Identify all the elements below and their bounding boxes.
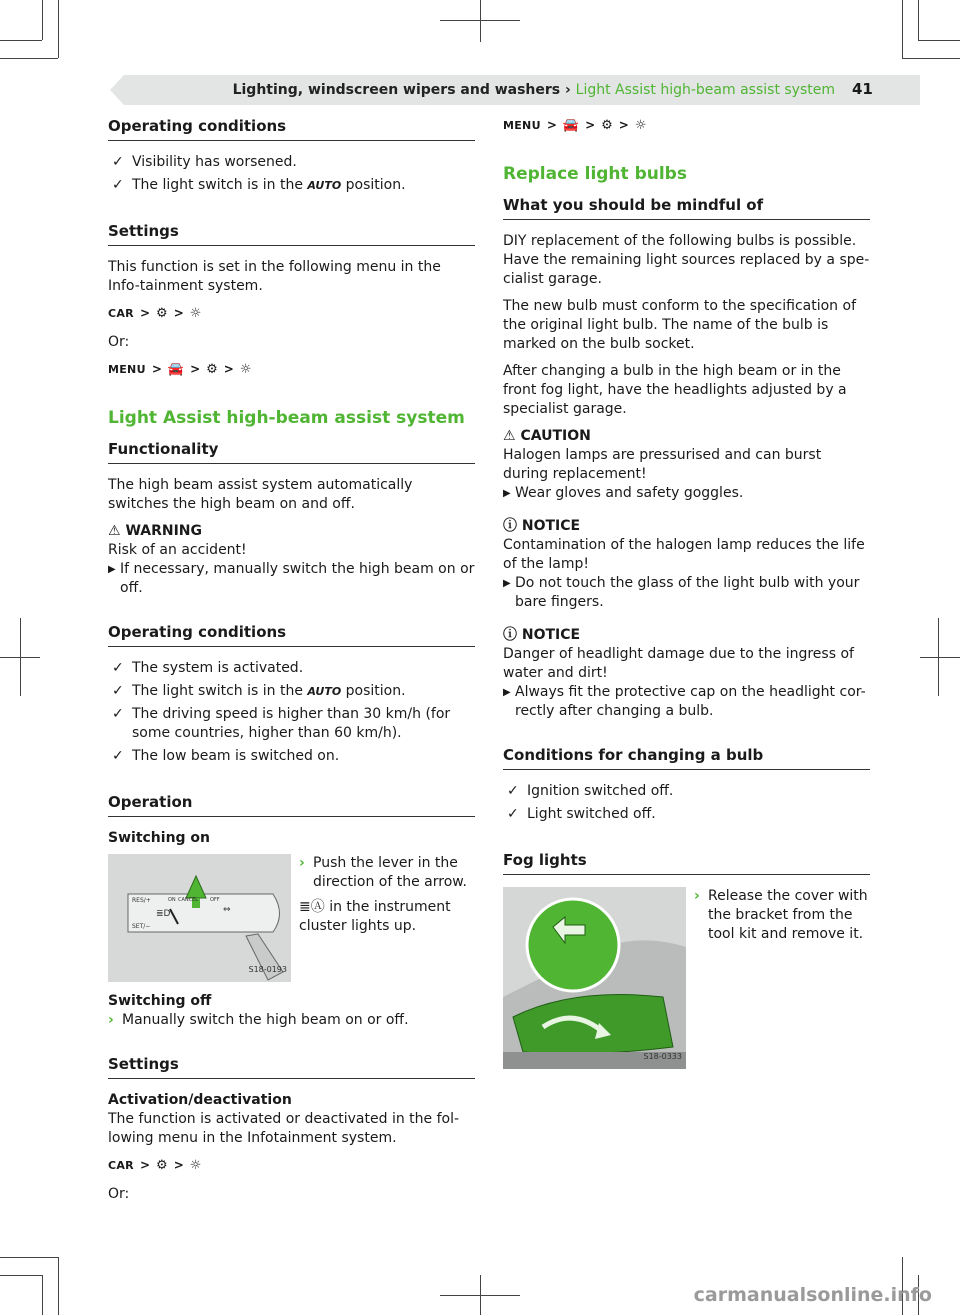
lever-label: RES/+ bbox=[132, 897, 151, 904]
path-separator: > bbox=[618, 118, 629, 132]
car-key-icon: CAR bbox=[108, 1159, 134, 1172]
gears-icon: ⚙ bbox=[156, 306, 168, 321]
crop-mark bbox=[918, 0, 919, 40]
path-separator: > bbox=[190, 362, 201, 376]
watermark: carmanualsonline.info bbox=[693, 1284, 932, 1306]
paragraph: The function is activated or deactivated in the fol-lowing menu in the Infotainment system. bbox=[108, 1111, 460, 1146]
menu-key-icon: MENU bbox=[108, 363, 146, 376]
figure-row bbox=[108, 854, 475, 982]
warning-item: ▶ If necessary, manually switch the high beam on or off. bbox=[108, 561, 475, 596]
list-item: ✓ Visibility has worsened. bbox=[112, 154, 297, 170]
crop-mark bbox=[42, 1275, 43, 1315]
path-separator: > bbox=[151, 362, 162, 376]
crop-mark bbox=[440, 20, 520, 21]
condition-list bbox=[108, 659, 475, 766]
lever-label: OFF bbox=[210, 897, 220, 903]
car-icon: 🚘 bbox=[562, 118, 580, 133]
auto-icon: AUTO bbox=[307, 685, 342, 698]
crop-mark bbox=[0, 1257, 58, 1258]
breadcrumb-separator: › bbox=[565, 82, 571, 98]
step: › Release the cover with the bracket from the tool kit and remove it. bbox=[694, 888, 868, 942]
high-beam-icon: ≣D bbox=[156, 909, 171, 919]
crop-mark bbox=[58, 1257, 59, 1315]
crop-mark bbox=[42, 0, 43, 40]
notice-title: ⓘ NOTICE bbox=[503, 627, 581, 643]
notice-title: ⓘ NOTICE bbox=[503, 518, 581, 534]
path-separator: > bbox=[173, 306, 184, 320]
path-separator: > bbox=[546, 118, 557, 132]
triangle-bullet-icon: ▶ bbox=[503, 687, 511, 698]
menu-path bbox=[108, 1156, 475, 1175]
condition-list bbox=[108, 153, 475, 195]
figure-text bbox=[694, 887, 870, 1069]
path-separator: > bbox=[139, 306, 151, 320]
paragraph: Or: bbox=[108, 1186, 130, 1202]
crop-mark bbox=[902, 58, 960, 59]
path-separator: > bbox=[139, 1158, 151, 1172]
menu-path bbox=[503, 116, 870, 135]
notice-item: ▶ Do not touch the glass of the light bulb with your bare fingers. bbox=[503, 575, 860, 610]
caution-icon: ⚠ bbox=[503, 428, 516, 444]
menu-path bbox=[108, 360, 475, 379]
chevron-icon: › bbox=[108, 1012, 114, 1028]
section-title: Settings bbox=[108, 1054, 475, 1079]
subheading: Activation/deactivation bbox=[108, 1092, 292, 1108]
crop-mark bbox=[20, 618, 21, 696]
chapter-title: Replace light bulbs bbox=[503, 164, 687, 184]
menu-key-icon: MENU bbox=[503, 119, 541, 132]
car-icon: 🚘 bbox=[167, 362, 185, 377]
notice-icon: ⓘ bbox=[503, 627, 517, 643]
breadcrumb-chapter: Lighting, windscreen wipers and washers bbox=[232, 82, 561, 98]
check-icon: ✓ bbox=[112, 660, 124, 676]
step: › Manually switch the high beam on or off. bbox=[108, 1012, 409, 1028]
lever-label: CANCEL bbox=[178, 897, 199, 903]
crop-mark bbox=[938, 618, 939, 696]
section-title: Operating conditions bbox=[108, 622, 475, 647]
paragraph: ≣Ⓐ in the instrument cluster lights up. bbox=[299, 899, 451, 934]
notice-icon: ⓘ bbox=[503, 518, 517, 534]
gears-icon: ⚙ bbox=[601, 118, 613, 133]
list-item: ✓ The driving speed is higher than 30 km/h (for some countries, higher than 60 km/h). bbox=[112, 706, 451, 741]
crop-mark bbox=[0, 1275, 42, 1276]
section-title: Operating conditions bbox=[108, 116, 475, 141]
section-title: Fog lights bbox=[503, 850, 870, 875]
paragraph: After changing a bulb in the high beam or in the front fog light, have the headlights adjusted by a specialist garage. bbox=[503, 363, 847, 417]
sun-icon: ☼ bbox=[634, 118, 647, 133]
check-icon: ✓ bbox=[112, 706, 124, 722]
menu-path bbox=[108, 304, 475, 323]
warning-text: Risk of an accident! bbox=[108, 542, 247, 558]
left-column bbox=[108, 116, 475, 1212]
check-icon: ✓ bbox=[112, 683, 124, 699]
list-item: ✓ Ignition switched off. bbox=[507, 783, 674, 799]
paragraph: The new bulb must conform to the specification of the original light bulb. The name of the bulb is marked on the bulb socket. bbox=[503, 298, 857, 352]
section-title: Operation bbox=[108, 792, 475, 817]
chevron-icon: › bbox=[299, 855, 305, 871]
section-title: What you should be mindful of bbox=[503, 195, 870, 220]
figure-row bbox=[503, 887, 870, 1069]
crop-mark bbox=[440, 1295, 520, 1296]
crop-mark bbox=[902, 0, 903, 58]
crop-mark bbox=[0, 58, 58, 59]
crop-mark bbox=[920, 657, 960, 658]
condition-list bbox=[503, 782, 870, 824]
figure-label: S18-0193 bbox=[248, 965, 287, 974]
path-separator: > bbox=[223, 362, 234, 376]
warning-icon: ⚠ bbox=[108, 523, 121, 539]
warning-title: ⚠ WARNING bbox=[108, 523, 202, 539]
auto-icon: AUTO bbox=[307, 179, 342, 192]
check-icon: ✓ bbox=[112, 748, 124, 764]
list-item: ✓ Light switched off. bbox=[507, 806, 656, 822]
chapter-title: Light Assist high-beam assist system bbox=[108, 408, 465, 428]
step: › Push the lever in the direction of the arrow. bbox=[299, 855, 467, 890]
list-item: ✓ The light switch is in the AUTO position. bbox=[112, 177, 406, 193]
lever-figure bbox=[108, 854, 291, 982]
check-icon: ✓ bbox=[507, 783, 519, 799]
list-item: ✓ The system is activated. bbox=[112, 660, 304, 676]
page-number: 41 bbox=[852, 80, 873, 98]
crop-mark bbox=[0, 40, 42, 41]
paragraph: This function is set in the following menu in the Info-tainment system. bbox=[108, 259, 441, 294]
section-title: Functionality bbox=[108, 439, 475, 464]
notice-text: Danger of headlight damage due to the ingress of water and dirt! bbox=[503, 646, 854, 681]
chevron-icon: › bbox=[694, 888, 700, 904]
figure-label: S18-0333 bbox=[643, 1052, 682, 1061]
triangle-bullet-icon: ▶ bbox=[503, 578, 511, 589]
fog-light-illustration bbox=[503, 887, 686, 1069]
notice-text: Contamination of the halogen lamp reduces the life of the lamp! bbox=[503, 537, 865, 572]
sun-icon: ☼ bbox=[239, 362, 252, 377]
check-icon: ✓ bbox=[507, 806, 519, 822]
figure-text bbox=[299, 854, 475, 982]
path-separator: > bbox=[173, 1158, 184, 1172]
paragraph: DIY replacement of the following bulbs is possible. Have the remaining light sources replaced by a spe-cialist garage. bbox=[503, 233, 870, 287]
caution-text: Halogen lamps are pressurised and can burst during replacement! bbox=[503, 447, 822, 482]
section-title: Conditions for changing a bulb bbox=[503, 745, 870, 770]
crop-mark bbox=[58, 0, 59, 58]
breadcrumb-current: Light Assist high-beam assist system bbox=[575, 82, 835, 98]
fog-light-figure bbox=[503, 887, 686, 1069]
crop-mark bbox=[918, 40, 960, 41]
list-item: ✓ The low beam is switched on. bbox=[112, 748, 340, 764]
check-icon: ✓ bbox=[112, 177, 124, 193]
breadcrumb bbox=[233, 81, 835, 100]
paragraph: Or: bbox=[108, 334, 130, 350]
triangle-bullet-icon: ▶ bbox=[108, 564, 116, 575]
path-separator: > bbox=[585, 118, 596, 132]
gears-icon: ⚙ bbox=[156, 1158, 168, 1173]
lever-label: ON bbox=[168, 897, 176, 903]
subheading: Switching on bbox=[108, 830, 211, 846]
gears-icon: ⚙ bbox=[206, 362, 218, 377]
triangle-bullet-icon: ▶ bbox=[503, 488, 511, 499]
sun-icon: ☼ bbox=[189, 1158, 202, 1173]
car-key-icon: CAR bbox=[108, 307, 134, 320]
caution-title: ⚠ CAUTION bbox=[503, 428, 591, 444]
right-column bbox=[503, 116, 870, 1079]
check-icon: ✓ bbox=[112, 154, 124, 170]
caution-item: ▶ Wear gloves and safety goggles. bbox=[503, 485, 744, 501]
list-item: ✓ The light switch is in the AUTO position. bbox=[112, 683, 406, 699]
notice-item: ▶ Always fit the protective cap on the headlight cor-rectly after changing a bulb. bbox=[503, 684, 866, 719]
subheading: Switching off bbox=[108, 993, 212, 1009]
flash-icon: ⇔ bbox=[223, 905, 231, 915]
paragraph: The high beam assist system automatically switches the high beam on and off. bbox=[108, 477, 413, 512]
high-beam-assist-icon: ≣Ⓐ bbox=[299, 899, 325, 915]
lever-label: SET/− bbox=[132, 923, 151, 930]
section-title: Settings bbox=[108, 221, 475, 246]
crop-mark bbox=[480, 0, 481, 42]
sun-icon: ☼ bbox=[189, 306, 202, 321]
